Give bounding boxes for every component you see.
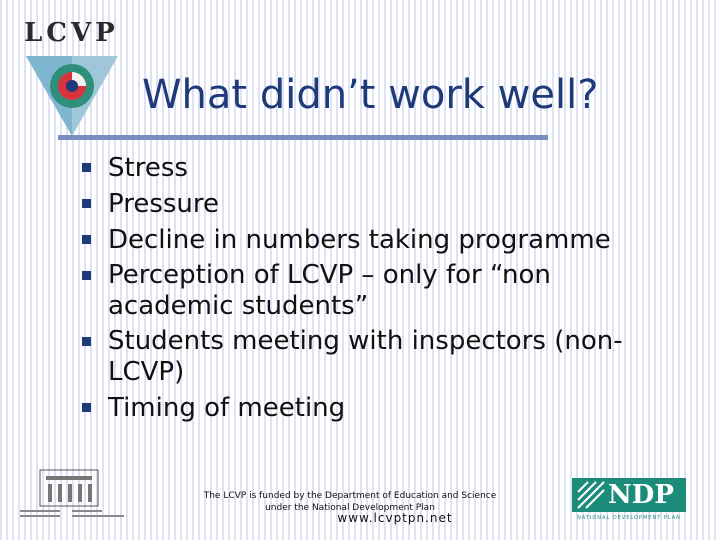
square-bullet-icon <box>82 235 91 244</box>
square-bullet-icon <box>82 199 91 208</box>
list-item: Stress <box>78 152 678 184</box>
square-bullet-icon <box>82 271 91 280</box>
list-item: Pressure <box>78 188 678 220</box>
list-item: Students meeting with inspectors (non-LCVP) <box>78 326 678 388</box>
square-bullet-icon <box>82 403 91 412</box>
funding-notice: The LCVP is funded by the Department of Education and Science under the National Development Plan <box>203 491 497 513</box>
square-bullet-icon <box>82 337 91 346</box>
ndp-logo <box>572 478 686 524</box>
lcvp-logo-text: LCVP <box>24 18 119 48</box>
list-item: Decline in numbers taking programme <box>78 224 678 256</box>
bullet-list <box>78 152 678 428</box>
list-item: Perception of LCVP – only for “non academic students” <box>78 260 678 322</box>
ndp-letters: NDP <box>608 480 674 510</box>
website-url: www.lcvptpn.net <box>337 511 453 525</box>
title-divider <box>58 135 548 140</box>
square-bullet-icon <box>82 163 91 172</box>
list-item: Timing of meeting <box>78 392 678 424</box>
slide-title: What didn’t work well? <box>142 72 599 118</box>
dublin-consortium-logo-icon <box>18 466 128 522</box>
ndp-stripes-icon <box>576 480 606 510</box>
ndp-caption: NATIONAL DEVELOPMENT PLAN <box>577 515 681 521</box>
lcvp-emblem-icon <box>22 50 122 140</box>
